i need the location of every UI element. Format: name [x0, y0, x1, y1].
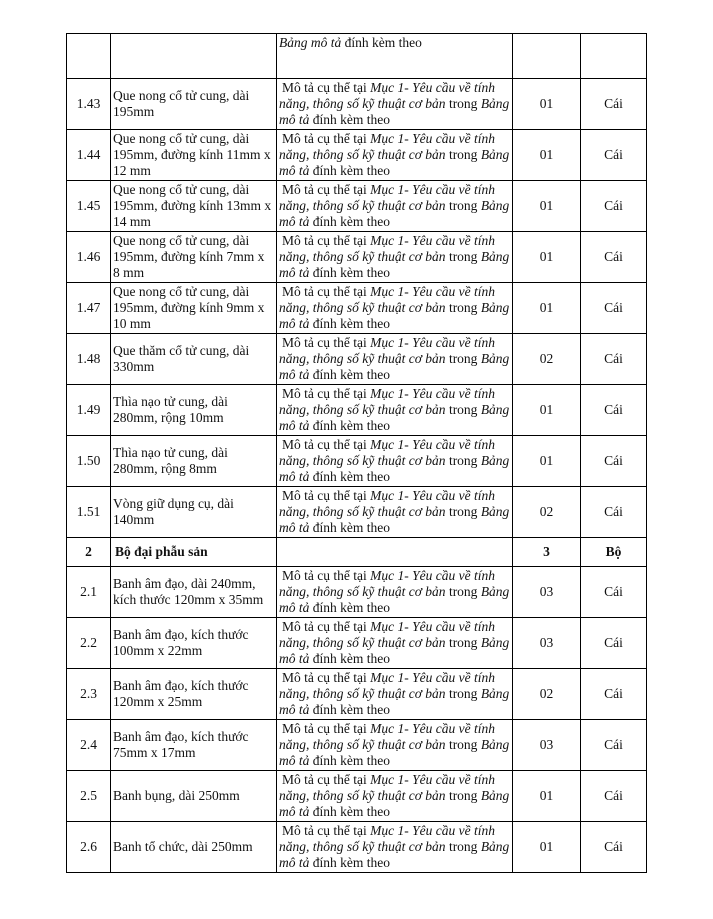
spec-connector-text: trong [445, 584, 481, 599]
spec-prefix-text: Mô tả cụ thể tại [282, 131, 371, 146]
spec-doc-title: Bảng mô tả [279, 839, 510, 870]
spec-reference-cell [277, 385, 513, 436]
spec-connector-text: trong [445, 96, 481, 111]
table-row [67, 771, 647, 822]
unit-cell: Cái [581, 567, 647, 618]
unit-cell: Cái [581, 669, 647, 720]
spec-connector-text: trong [445, 453, 481, 468]
item-name-cell: Que nong cổ tử cung, dài 195mm, đường kính 7mm x 8 mm [111, 232, 277, 283]
spec-section-title: Mục 1- Yêu cầu về tính năng, thông số kỹ thuật cơ bản [279, 233, 495, 264]
spec-section-title: Mục 1- Yêu cầu về tính năng, thông số kỹ thuật cơ bản [279, 284, 495, 315]
spec-reference-cell [277, 283, 513, 334]
row-number-cell: 1.46 [67, 232, 111, 283]
spec-section-title: Mục 1- Yêu cầu về tính năng, thông số kỹ thuật cơ bản [279, 386, 495, 417]
spec-prefix-text: Mô tả cụ thể tại [282, 386, 371, 401]
spec-suffix-text: đính kèm theo [309, 265, 390, 280]
spec-connector-text: trong [445, 249, 481, 264]
unit-cell: Cái [581, 181, 647, 232]
spec-reference-cell [277, 232, 513, 283]
spec-reference-cell [277, 487, 513, 538]
row-number-cell: 2.1 [67, 567, 111, 618]
spec-doc-title: Bảng mô tả [279, 686, 510, 717]
quantity-cell: 01 [513, 822, 581, 873]
row-number-cell: 1.43 [67, 79, 111, 130]
quantity-cell: 01 [513, 385, 581, 436]
spec-section-title: Mục 1- Yêu cầu về tính năng, thông số kỹ thuật cơ bản [279, 823, 495, 854]
spec-doc-title: Bảng mô tả [279, 504, 510, 535]
equipment-table [66, 33, 647, 873]
spec-prefix-text: Mô tả cụ thể tại [282, 721, 371, 736]
spec-section-title: Mục 1- Yêu cầu về tính năng, thông số kỹ thuật cơ bản [279, 488, 495, 519]
table-row [67, 567, 647, 618]
unit-cell: Cái [581, 487, 647, 538]
spec-section-title: Mục 1- Yêu cầu về tính năng, thông số kỹ thuật cơ bản [279, 182, 495, 213]
quantity-cell: 01 [513, 232, 581, 283]
spec-prefix-text: Mô tả cụ thể tại [282, 670, 371, 685]
unit-cell [581, 34, 647, 79]
spec-connector-text: trong [445, 504, 481, 519]
spec-doc-title: Bảng mô tả [279, 788, 510, 819]
quantity-cell: 01 [513, 79, 581, 130]
table-row [67, 232, 647, 283]
row-number-cell: 1.45 [67, 181, 111, 232]
quantity-cell: 02 [513, 669, 581, 720]
spec-connector-text: trong [445, 300, 481, 315]
spec-doc-title: Bảng mô tả [279, 584, 510, 615]
spec-section-title: Mục 1- Yêu cầu về tính năng, thông số kỹ thuật cơ bản [279, 619, 495, 650]
row-number-cell [67, 34, 111, 79]
quantity-cell: 01 [513, 181, 581, 232]
table-row [67, 385, 647, 436]
quantity-cell: 02 [513, 487, 581, 538]
spec-suffix-text: đính kèm theo [341, 35, 422, 50]
row-number-cell: 2.5 [67, 771, 111, 822]
spec-connector-text: trong [445, 686, 481, 701]
unit-cell: Cái [581, 232, 647, 283]
table-row [67, 34, 647, 79]
spec-prefix-text: Mô tả cụ thể tại [282, 80, 371, 95]
spec-section-title: Mục 1- Yêu cầu về tính năng, thông số kỹ thuật cơ bản [279, 335, 495, 366]
row-number-cell: 2.4 [67, 720, 111, 771]
row-number-cell: 1.49 [67, 385, 111, 436]
spec-suffix-text: đính kèm theo [309, 702, 390, 717]
spec-prefix-text: Mô tả cụ thể tại [282, 488, 371, 503]
table-row [67, 79, 647, 130]
unit-cell: Cái [581, 436, 647, 487]
item-name-cell: Que nong cổ tử cung, dài 195mm [111, 79, 277, 130]
spec-section-title: Mục 1- Yêu cầu về tính năng, thông số kỹ thuật cơ bản [279, 80, 495, 111]
spec-reference-cell [277, 436, 513, 487]
spec-section-title: Mục 1- Yêu cầu về tính năng, thông số kỹ thuật cơ bản [279, 131, 495, 162]
spec-prefix-text: Mô tả cụ thể tại [282, 182, 371, 197]
spec-prefix-text: Mô tả cụ thể tại [282, 284, 371, 299]
row-number-cell: 1.44 [67, 130, 111, 181]
spec-prefix-text: Mô tả cụ thể tại [282, 772, 371, 787]
spec-section-title: Mục 1- Yêu cầu về tính năng, thông số kỹ thuật cơ bản [279, 721, 495, 752]
quantity-cell: 03 [513, 567, 581, 618]
unit-cell: Cái [581, 385, 647, 436]
spec-suffix-text: đính kèm theo [309, 753, 390, 768]
unit-cell: Cái [581, 334, 647, 385]
quantity-cell: 03 [513, 720, 581, 771]
spec-reference-cell [277, 79, 513, 130]
unit-cell: Cái [581, 283, 647, 334]
spec-connector-text: trong [445, 402, 481, 417]
unit-cell: Cái [581, 618, 647, 669]
table-row [67, 283, 647, 334]
spec-reference-cell [277, 771, 513, 822]
item-name-cell: Que nong cổ tử cung, dài 195mm, đường kính 9mm x 10 mm [111, 283, 277, 334]
spec-connector-text: trong [445, 737, 481, 752]
item-name-cell: Banh âm đạo, kích thước 120mm x 25mm [111, 669, 277, 720]
item-name-cell: Que nong cổ tử cung, dài 195mm, đường kính 11mm x 12 mm [111, 130, 277, 181]
spec-prefix-text: Mô tả cụ thể tại [282, 568, 371, 583]
item-name-cell: Banh âm đạo, kích thước 75mm x 17mm [111, 720, 277, 771]
table-row [67, 181, 647, 232]
equipment-table-body [67, 34, 647, 873]
spec-connector-text: trong [445, 788, 481, 803]
spec-doc-title: Bảng mô tả [279, 737, 510, 768]
row-number-cell: 1.47 [67, 283, 111, 334]
spec-doc-title: Bảng mô tả [279, 198, 510, 229]
spec-doc-title: Bảng mô tả [279, 635, 510, 666]
spec-doc-title: Bảng mô tả [279, 147, 510, 178]
spec-reference-cell [277, 181, 513, 232]
spec-section-title: Mục 1- Yêu cầu về tính năng, thông số kỹ thuật cơ bản [279, 772, 495, 803]
spec-doc-title: Bảng mô tả [279, 35, 342, 50]
quantity-cell: 03 [513, 618, 581, 669]
spec-suffix-text: đính kèm theo [309, 600, 390, 615]
item-name-cell: Banh bụng, dài 250mm [111, 771, 277, 822]
spec-section-title: Mục 1- Yêu cầu về tính năng, thông số kỹ thuật cơ bản [279, 568, 495, 599]
quantity-cell [513, 34, 581, 79]
unit-cell: Cái [581, 130, 647, 181]
row-number-cell: 1.50 [67, 436, 111, 487]
unit-cell: Cái [581, 79, 647, 130]
row-number-cell: 1.48 [67, 334, 111, 385]
spec-reference-cell [277, 669, 513, 720]
table-row [67, 720, 647, 771]
spec-prefix-text: Mô tả cụ thể tại [282, 437, 371, 452]
row-number-cell: 2.2 [67, 618, 111, 669]
spec-prefix-text: Mô tả cụ thể tại [282, 619, 371, 634]
quantity-cell: 3 [513, 538, 581, 567]
item-name-cell: Vòng giữ dụng cụ, dài 140mm [111, 487, 277, 538]
quantity-cell: 01 [513, 771, 581, 822]
spec-connector-text: trong [445, 839, 481, 854]
spec-suffix-text: đính kèm theo [309, 804, 390, 819]
item-name-cell: Que thăm cổ tử cung, dài 330mm [111, 334, 277, 385]
spec-prefix-text: Mô tả cụ thể tại [282, 233, 371, 248]
quantity-cell: 02 [513, 334, 581, 385]
spec-suffix-text: đính kèm theo [309, 163, 390, 178]
spec-doc-title: Bảng mô tả [279, 402, 510, 433]
unit-cell: Cái [581, 822, 647, 873]
row-number-cell: 2 [67, 538, 111, 567]
table-row [67, 538, 647, 567]
spec-doc-title: Bảng mô tả [279, 453, 510, 484]
unit-cell: Bộ [581, 538, 647, 567]
table-row [67, 618, 647, 669]
quantity-cell: 01 [513, 130, 581, 181]
item-name-cell: Que nong cổ tử cung, dài 195mm, đường kính 13mm x 14 mm [111, 181, 277, 232]
row-number-cell: 2.3 [67, 669, 111, 720]
item-name-cell [111, 34, 277, 79]
spec-reference-cell [277, 334, 513, 385]
item-name-cell: Banh tổ chức, dài 250mm [111, 822, 277, 873]
spec-suffix-text: đính kèm theo [309, 520, 390, 535]
spec-reference-cell [277, 720, 513, 771]
spec-doc-title: Bảng mô tả [279, 96, 510, 127]
spec-doc-title: Bảng mô tả [279, 300, 510, 331]
table-row [67, 487, 647, 538]
spec-suffix-text: đính kèm theo [309, 418, 390, 433]
spec-suffix-text: đính kèm theo [309, 214, 390, 229]
spec-prefix-text: Mô tả cụ thể tại [282, 823, 371, 838]
spec-suffix-text: đính kèm theo [309, 112, 390, 127]
item-name-cell: Thìa nạo tử cung, dài 280mm, rộng 8mm [111, 436, 277, 487]
spec-connector-text: trong [445, 635, 481, 650]
spec-reference-cell [277, 130, 513, 181]
spec-section-title: Mục 1- Yêu cầu về tính năng, thông số kỹ thuật cơ bản [279, 437, 495, 468]
spec-suffix-text: đính kèm theo [309, 367, 390, 382]
spec-section-title: Mục 1- Yêu cầu về tính năng, thông số kỹ thuật cơ bản [279, 670, 495, 701]
spec-reference-cell [277, 822, 513, 873]
spec-suffix-text: đính kèm theo [309, 651, 390, 666]
row-number-cell: 1.51 [67, 487, 111, 538]
item-name-cell: Bộ đại phẫu sản [111, 538, 277, 567]
item-name-cell: Banh âm đạo, kích thước 100mm x 22mm [111, 618, 277, 669]
spec-doc-title: Bảng mô tả [279, 351, 510, 382]
spec-reference-cell [277, 34, 513, 79]
spec-suffix-text: đính kèm theo [309, 855, 390, 870]
table-row [67, 669, 647, 720]
spec-reference-cell [277, 567, 513, 618]
table-row [67, 436, 647, 487]
row-number-cell: 2.6 [67, 822, 111, 873]
spec-connector-text: trong [445, 351, 481, 366]
spec-suffix-text: đính kèm theo [309, 316, 390, 331]
quantity-cell: 01 [513, 283, 581, 334]
item-name-cell: Banh âm đạo, dài 240mm, kích thước 120mm x 35mm [111, 567, 277, 618]
unit-cell: Cái [581, 720, 647, 771]
spec-reference-cell [277, 538, 513, 567]
spec-connector-text: trong [445, 198, 481, 213]
spec-doc-title: Bảng mô tả [279, 249, 510, 280]
table-row [67, 334, 647, 385]
table-row [67, 822, 647, 873]
table-row [67, 130, 647, 181]
spec-connector-text: trong [445, 147, 481, 162]
spec-prefix-text: Mô tả cụ thể tại [282, 335, 371, 350]
item-name-cell: Thìa nạo tử cung, dài 280mm, rộng 10mm [111, 385, 277, 436]
spec-reference-cell [277, 618, 513, 669]
unit-cell: Cái [581, 771, 647, 822]
quantity-cell: 01 [513, 436, 581, 487]
spec-suffix-text: đính kèm theo [309, 469, 390, 484]
